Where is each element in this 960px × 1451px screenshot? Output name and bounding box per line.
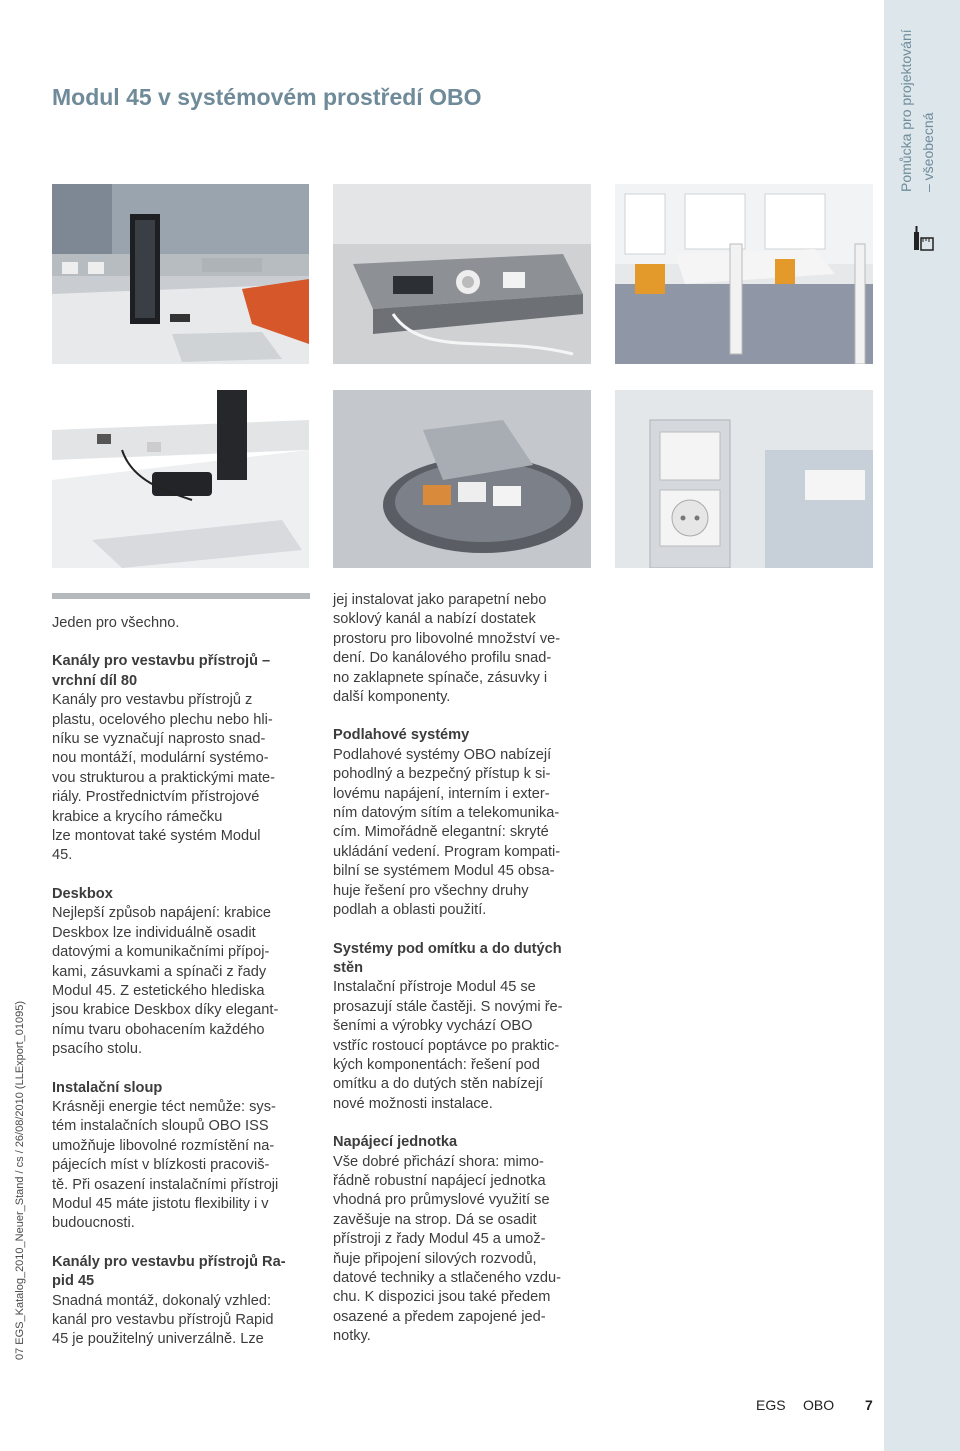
section-text: Kanály pro vestavbu přístrojů z plastu, ocelového plechu nebo hli- níku se vyznačují naprosto snad- nou montáží, modulární systémo- vou strukturou a praktickými mate- riály. Prostřednictvím přístrojové krabice a krycího rámečku lze montovat také systém Modul 45. [52,692,276,864]
section-text: Nejlepší způsob napájení: krabice Deskbox lze individuálně osadit datovými a komunikačními přípoj- kami, zásuvkami a spínači z řady Modul 45. Z estetického hlediska jsou krabice Deskbox díky elegant- nímu tvaru obohacením každého psacího stolu. [52,905,279,1058]
file-credit: 07 EGS_Katalog_2010_Neuer_Stand / cs / 26/08/2010 (LLExport_01095) [14,1001,26,1360]
measuring-tools-icon [913,226,935,257]
section-text: Vše dobré přichází shora: mimo- řádně robustní napájecí jednotka vhodná pro průmyslové využití se zavěšuje na strop. Dá se osadit přístroji z řady Modul 45 a umož- ňuje připojení silových rozvodů, datové techniky a stlačeného vzdu- chu. K dispozici jsou také předem osazené a předem zapojené jed- notky. [333,1153,561,1345]
photo-desk-phone-trunking [52,390,309,568]
photo-desk-monitor-trunking [52,184,309,364]
photo-deskbox [333,184,591,364]
section-rule [52,593,310,599]
side-tab [884,0,960,1451]
section-text: Podlahové systémy OBO nabízejí pohodlný a bezpečný přístup k si- lovému napájení, interním i exter- ním datovým sítím a telekomunika- cím. Mimořádně elegantní: skryté ukládání vedení. Program kompati- bilní se systémem Modul 45 obsa- huje řešení pro všechny druhy podlah a oblasti použití. [333,746,561,919]
photo-office-service-pole [615,184,873,364]
intro-line: Jeden pro všechno. [52,615,180,631]
text-column-right [333,591,595,1347]
section-heading: Napájecí jednotka [333,1134,458,1151]
section-text: Instalační přístroje Modul 45 se prosazují stále častěji. S novými ře- šeními a výrobky vychází OBO vstříc rostoucí poptávce po praktic- kých komponentách: řešení pod omítku a do dutých stěn nabízejí nové možnosti instalace. [333,979,563,1112]
page-number: 7 [865,1397,873,1413]
footer-obo: OBO [803,1397,835,1413]
section-text: Snadná montáž, dokonalý vzhled: kanál pro vestavbu přístrojů Rapid 45 je použitelný univerzálně. Lze [52,1292,274,1348]
section-heading: Deskbox [52,885,113,902]
photo-wall-switch-socket [615,390,873,568]
section-heading: Kanály pro vestavbu přístrojů – vrchní díl 80 [52,653,271,689]
text-column-left [52,614,314,1350]
page-title: Modul 45 v systémovém prostředí OBO [52,84,482,110]
side-tab-line2: – všeobecná [920,112,936,192]
footer-egs: EGS [756,1397,786,1413]
section-text: Krásněji energie téct nemůže: sys- tém instalačních sloupů OBO ISS umožňuje libovolné rozmístění na- pájecích míst v blízkosti pracoviš- tě. Při osazení instalačními přístroji Modul 45 máte jistotu flexibility i v budoucnosti. [52,1098,279,1232]
side-tab-line1: Pomůcka pro projektování [898,29,914,192]
side-tab-text [898,0,948,200]
section-heading: Instalační sloup [52,1079,163,1096]
section-heading: Systémy pod omítku a do dutých stěn [333,940,562,976]
photo-floor-box [333,390,591,568]
section-heading: Kanály pro vestavbu přístrojů Ra- pid 45 [52,1253,286,1290]
section-text: jej instalovat jako parapetní nebo soklový kanál a nabízí dostatek prostoru pro libovolné množství ve- dení. Do kanálového profilu snad- no zaklapnete spínače, zásuvky i další komponenty. [333,592,561,706]
section-heading: Podlahové systémy [333,727,470,744]
